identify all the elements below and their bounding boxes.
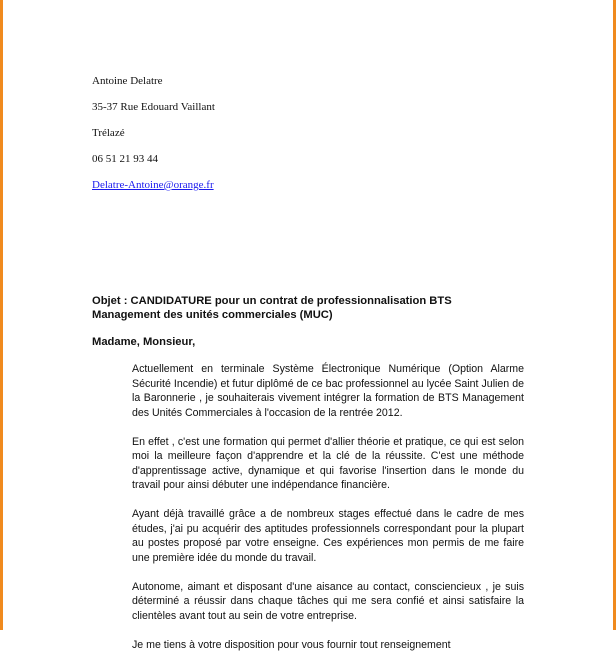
sender-name: Antoine Delatre xyxy=(92,75,163,87)
paragraph: Actuellement en terminale Système Électronique Numérique (Option Alarme Sécurité Incendie) et futur diplômé de ce bac professionnel au lycée Saint Julien de la Baronnerie , je souhaiterais vivement intégrer la formation de BTS Management des Unités Commerciales à l'occasion de la rentrée 2012. xyxy=(132,363,524,419)
subject-line-2: Management des unités commerciales (MUC) xyxy=(92,309,333,321)
page-border-left xyxy=(0,0,3,630)
subject-line xyxy=(92,294,532,322)
letter-body xyxy=(132,362,524,667)
paragraph: Je me tiens à votre disposition pour vous fournir tout renseignement xyxy=(132,638,451,651)
greeting: Madame, Monsieur, xyxy=(92,336,196,348)
paragraph: En effet , c'est une formation qui permet d'allier théorie et pratique, ce qui est selon moi la meilleure façon d'apprendre et la clé de la réussite. C'est une méthode d'apprentissage active, dynamique et qui favorise l'insertion dans le monde du travail pour ainsi débuter une indépendance financière. xyxy=(132,435,524,491)
sender-block xyxy=(92,75,215,205)
sender-phone: 06 51 21 93 44 xyxy=(92,153,158,165)
sender-email-link[interactable]: Delatre-Antoine@orange.fr xyxy=(92,179,214,191)
sender-address: 35-37 Rue Edouard Vaillant xyxy=(92,101,215,113)
sender-city: Trélazé xyxy=(92,127,125,139)
paragraph: Ayant déjà travaillé grâce a de nombreux stages effectué dans le cadre de mes études, j'ai pu acquérir des aptitudes professionnels correspondant pour la plupart au postes proposé par votre enseigne. Ces expériences mon permis de me faire une première idée du monde du travail. xyxy=(132,508,524,564)
subject-line-1: Objet : CANDIDATURE pour un contrat de professionnalisation BTS xyxy=(92,295,452,307)
paragraph: Autonome, aimant et disposant d'une aisance au contact, consciencieux , je suis déterminé a réussir dans chaque tâches qui me sera confié et ainsi satisfaire la clientèles avant tout au sein de votre entreprise. xyxy=(132,580,524,622)
